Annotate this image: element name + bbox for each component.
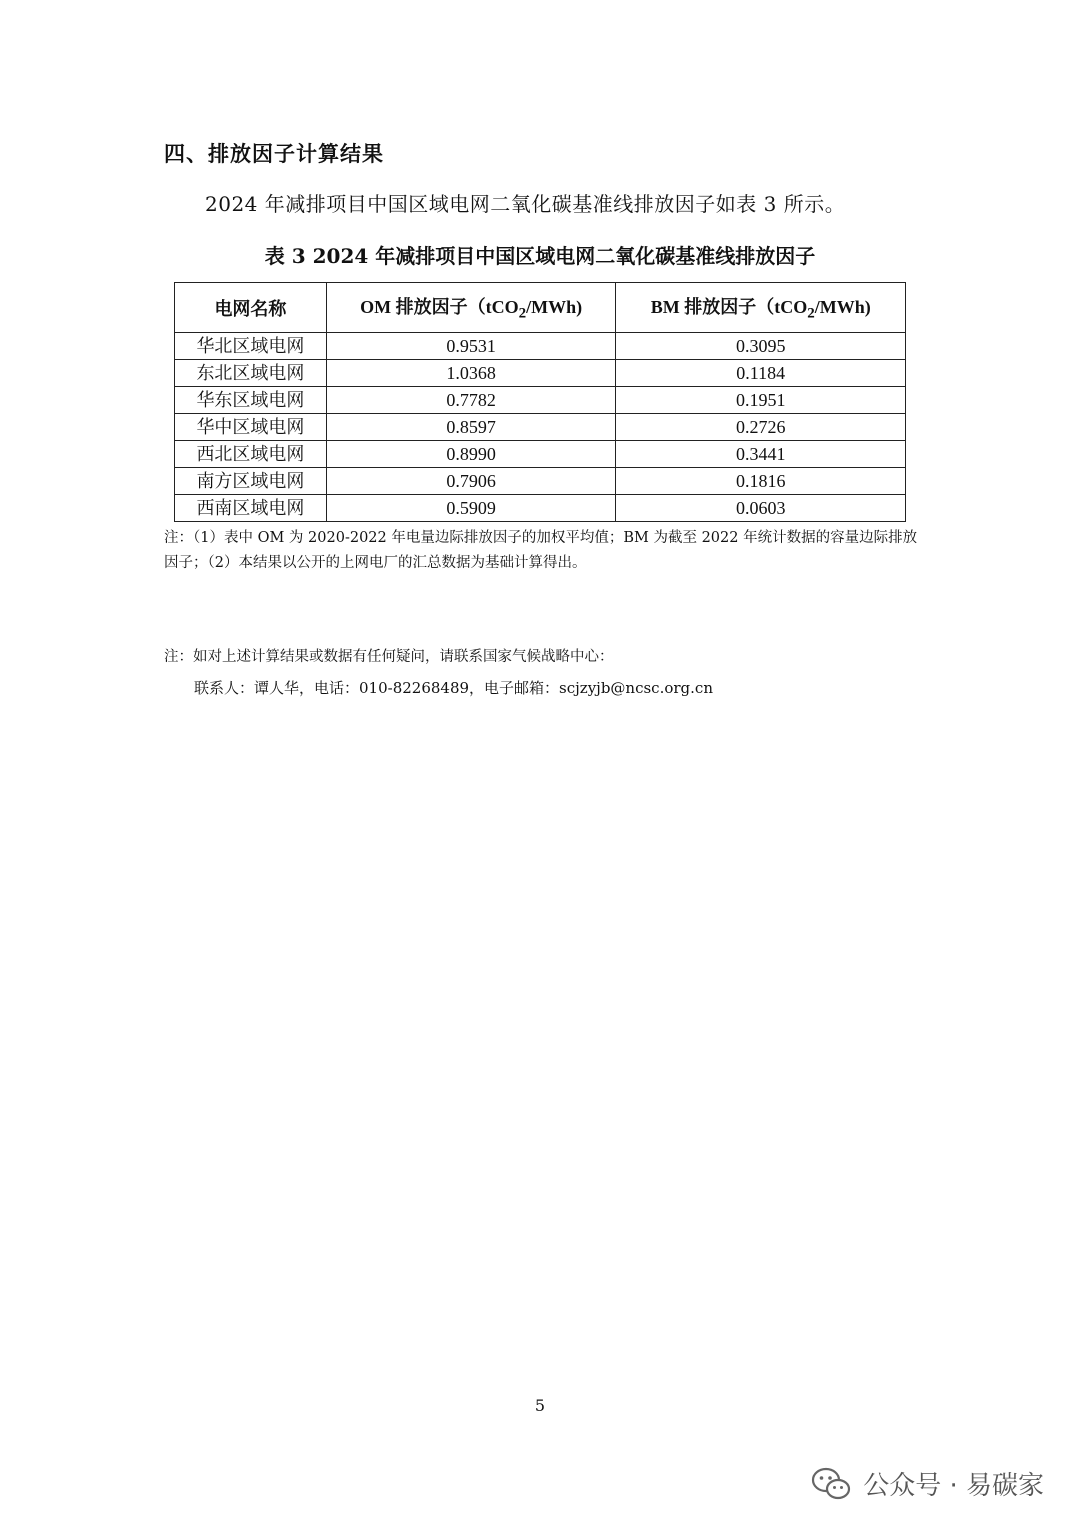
- header-bm-label: BM 排放因子（tCO: [650, 296, 808, 317]
- contact-note: 注：如对上述计算结果或数据有任何疑问，请联系国家气候战略中心：: [164, 649, 614, 665]
- cell-bm: 0.1951: [616, 387, 906, 414]
- cell-om: 0.8990: [326, 441, 616, 468]
- intro-paragraph: 2024 年减排项目中国区域电网二氧化碳基准线排放因子如表 3 所示。: [205, 192, 846, 216]
- wechat-icon: [811, 1467, 851, 1501]
- cell-grid: 南方区域电网: [175, 468, 327, 495]
- table-row: [175, 441, 906, 468]
- table-row: [175, 387, 906, 414]
- cell-grid: 西南区域电网: [175, 495, 327, 522]
- header-om-factor: [326, 283, 616, 333]
- contact-line: 联系人：谭人华，电话：010-82268489，电子邮箱：scjzyjb@ncsc.org.cn: [194, 679, 713, 697]
- cell-om: 0.7782: [326, 387, 616, 414]
- table-header-row: [175, 283, 906, 333]
- header-grid-name: 电网名称: [175, 283, 327, 333]
- header-om-subscript: 2: [518, 305, 527, 322]
- watermark-text: 公众号 · 易碳家: [863, 1471, 1044, 1501]
- table-row: [175, 360, 906, 387]
- cell-grid: 华北区域电网: [175, 333, 327, 360]
- table-note: 注：（1）表中 OM 为 2020-2022 年电量边际排放因子的加权平均值；BM 为截至 2022 年统计数据的容量边际排放因子；（2）本结果以公开的上网电厂的汇总数据为基础计算得出。: [164, 530, 918, 571]
- header-om-unit: /MWh): [526, 296, 583, 317]
- cell-grid: 华东区域电网: [175, 387, 327, 414]
- cell-om: 0.8597: [326, 414, 616, 441]
- cell-om: 1.0368: [326, 360, 616, 387]
- emission-factor-table: [174, 282, 906, 522]
- table-row: [175, 495, 906, 522]
- cell-om: 0.9531: [326, 333, 616, 360]
- cell-bm: 0.1184: [616, 360, 906, 387]
- cell-bm: 0.0603: [616, 495, 906, 522]
- section-heading: 四、排放因子计算结果: [164, 142, 384, 166]
- cell-bm: 0.1816: [616, 468, 906, 495]
- header-bm-subscript: 2: [807, 305, 815, 322]
- cell-om: 0.7906: [326, 468, 616, 495]
- cell-grid: 东北区域电网: [175, 360, 327, 387]
- table-row: [175, 468, 906, 495]
- cell-bm: 0.2726: [616, 414, 906, 441]
- cell-grid: 华中区域电网: [175, 414, 327, 441]
- cell-bm: 0.3095: [616, 333, 906, 360]
- watermark: [811, 1465, 1044, 1502]
- table-row: [175, 414, 906, 441]
- page-number: 5: [534, 1396, 546, 1415]
- table-caption: 表 3 2024 年减排项目中国区域电网二氧化碳基准线排放因子: [264, 244, 816, 268]
- table-row: [175, 333, 906, 360]
- header-bm-unit: /MWh): [814, 296, 871, 317]
- cell-om: 0.5909: [326, 495, 616, 522]
- cell-grid: 西北区域电网: [175, 441, 327, 468]
- cell-bm: 0.3441: [616, 441, 906, 468]
- header-om-label: OM 排放因子（tCO: [360, 296, 519, 317]
- header-bm-factor: [616, 283, 906, 333]
